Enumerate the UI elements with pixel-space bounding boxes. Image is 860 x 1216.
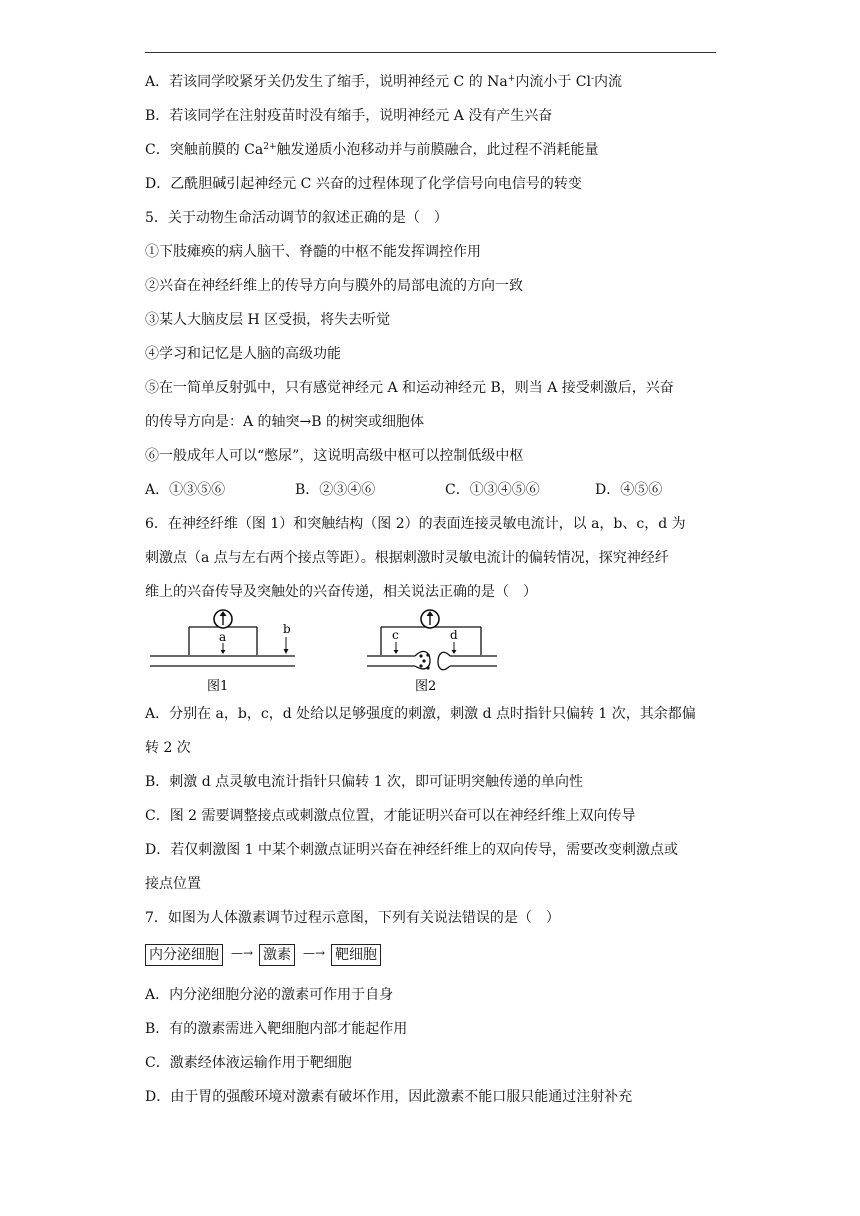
q6-stem-line-2: 刺激点（a 点与左右两个接点等距）。根据刺激时灵敏电流计的偏转情况，探究神经纤	[145, 550, 669, 566]
q6-stem-line-3: 维上的兴奋传导及突触处的兴奋传递，相关说法正确的是（ ）	[145, 584, 537, 600]
q7-option-a: A．内分泌细胞分泌的激素可作用于自身	[145, 987, 394, 1003]
q6-option-c: C．图 2 需要调整接点或刺激点位置，才能证明兴奋可以在神经纤维上双向传导	[145, 808, 636, 824]
q5-item-5-continued: 的传导方向是：A 的轴突→B 的树突或细胞体	[145, 414, 425, 430]
q6-stem-line-1: 6．在神经纤维（图 1）和突触结构（图 2）的表面连接灵敏电流计，以 a，b、c，d 为	[145, 516, 686, 532]
q7-stem: 7．如图为人体激素调节过程示意图，下列有关说法错误的是（ ）	[145, 910, 560, 926]
figure-2	[367, 610, 497, 694]
q6-figure	[145, 608, 515, 696]
q5-item-1: ①下肢瘫痪的病人脑干、脊髓的中枢不能发挥调控作用	[145, 244, 481, 260]
q7-option-d: D．由于胃的强酸环境对激素有破坏作用，因此激素不能口服只能通过注射补充	[145, 1089, 633, 1105]
flow-box-target-cell: 靶细胞	[331, 944, 381, 966]
q6-option-d: D．若仅刺激图 1 中某个刺激点证明兴奋在神经纤维上的双向传导，需要改变刺激点或	[145, 842, 679, 858]
q5-item-3: ③某人大脑皮层 H 区受损，将失去听觉	[145, 312, 391, 328]
figure-1	[150, 610, 295, 694]
q4-option-d: D．乙酰胆碱引起神经元 C 兴奋的过程体现了化学信号向电信号的转变	[145, 176, 582, 192]
fig1-caption: 图1	[207, 679, 229, 694]
q6-option-b: B．刺激 d 点灵敏电流计指针只偏转 1 次，即可证明突触传递的单向性	[145, 774, 583, 790]
q5-option-a: A．①③⑤⑥	[145, 482, 226, 498]
label-c: c	[392, 628, 399, 642]
q4-option-b: B．若该同学在注射疫苗时没有缩手，说明神经元 A 没有产生兴奋	[145, 108, 553, 124]
q4-option-c: C．突触前膜的 $Ca^{2+}$触发递质小泡移动并与前膜融合，此过程不消耗能量	[145, 142, 599, 158]
q5-option-d: D．④⑤⑥	[595, 482, 663, 498]
q5-item-5: ⑤在一简单反射弧中，只有感觉神经元 A 和运动神经元 B，则当 A 接受刺激后，兴奋	[145, 380, 674, 396]
flow-arrow: —→	[231, 946, 254, 960]
q6-option-d-continued: 接点位置	[145, 876, 201, 892]
q6-option-a-continued: 转 2 次	[145, 740, 191, 756]
label-a: a	[219, 630, 227, 644]
q5-option-b: B．②③④⑥	[295, 482, 376, 498]
q5-item-2: ②兴奋在神经纤维上的传导方向与膜外的局部电流的方向一致	[145, 278, 523, 294]
header-rule	[145, 52, 716, 53]
label-b: b	[283, 622, 291, 636]
flow-box-hormone: 激素	[259, 944, 295, 966]
flow-box-endocrine-cell: 内分泌细胞	[145, 944, 223, 966]
q5-item-6: ⑥一般成年人可以“憋尿”，这说明高级中枢可以控制低级中枢	[145, 448, 524, 464]
galvanometer-icon	[421, 610, 439, 628]
q5-item-4: ④学习和记忆是人脑的高级功能	[145, 346, 341, 362]
q7-option-c: C．激素经体液运输作用于靶细胞	[145, 1055, 352, 1071]
q5-option-c: C．①③④⑤⑥	[445, 482, 540, 498]
flow-arrow: —→	[303, 946, 326, 960]
q5-stem: 5．关于动物生命活动调节的叙述正确的是（ ）	[145, 210, 448, 226]
q6-option-a: A．分别在 a，b，c，d 处给以足够强度的刺激，刺激 d 点时指针只偏转 1 次，其余都偏	[145, 706, 696, 722]
q4-option-a: A．若该同学咬紧牙关仍发生了缩手，说明神经元 C 的 Na+内流小于 Cl-内流	[145, 74, 623, 90]
label-d: d	[450, 628, 458, 642]
fig2-caption: 图2	[415, 679, 437, 694]
q7-option-b: B．有的激素需进入靶细胞内部才能起作用	[145, 1021, 408, 1037]
galvanometer-icon	[214, 610, 232, 628]
